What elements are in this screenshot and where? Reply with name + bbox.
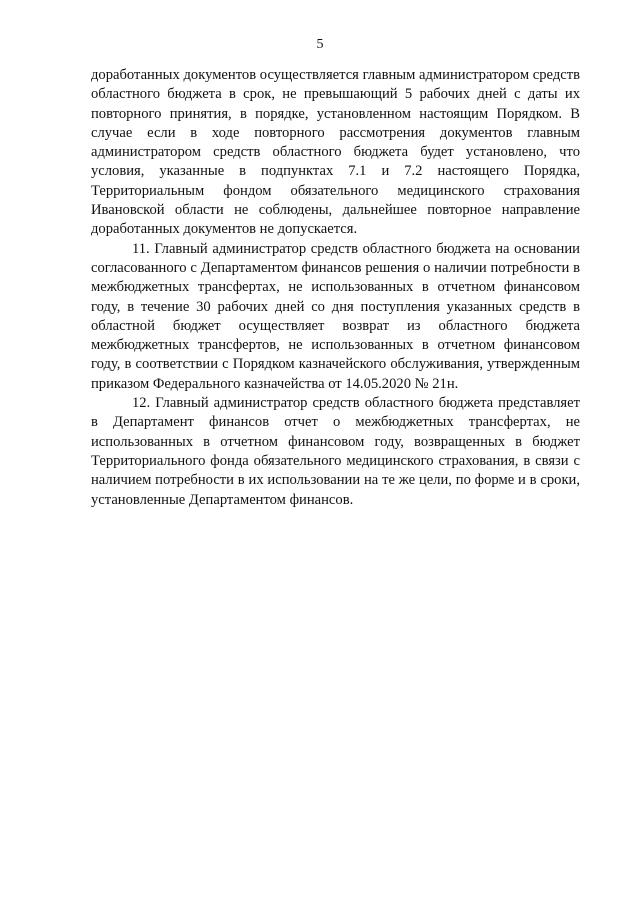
paragraph-item-11: 11. Главный администратор средств областного бюджета на основании согласованного с Департаментом финансов решения о наличии потребности в межбюджетных трансфертах, не использованных в отчетном финансовом году, в течение 30 рабочих дней со дня поступления указанных средств в областной бюджет осуществляет возврат из областного бюджета межбюджетных трансфертов, не использованных в отчетном финансовом году, в соответствии с Порядком казначейского обслуживания, утвержденным приказом Федерального казначейства от 14.05.2020 № 21н. bbox=[91, 240, 580, 392]
document-body bbox=[91, 66, 580, 510]
page-number: 5 bbox=[316, 37, 324, 52]
paragraph-item-12: 12. Главный администратор средств областного бюджета представляет в Департамент финансов отчет о межбюджетных трансфертах, не использованных в отчетном финансовом году, возвращенных в бюджет Территориального фонда обязательного медицинского страхования, в связи с наличием потребности в их использовании на те же цели, по форме и в сроки, установленные Департаментом финансов. bbox=[91, 395, 580, 508]
paragraph-continuation: доработанных документов осуществляется главным администратором средств областного бюджета в срок, не превышающий 5 рабочих дней с даты их повторного принятия, в порядке, установленном настоящим Порядком. В случае если в ходе повторного рассмотрения документов главным администратором средств областного бюджета будет установлено, что условия, указанные в подпунктах 7.1 и 7.2 настоящего Порядка, Территориальным фондом обязательного медицинского страхования Ивановской области не соблюдены, дальнейшее повторное направление доработанных документов не допускается. bbox=[91, 67, 580, 238]
